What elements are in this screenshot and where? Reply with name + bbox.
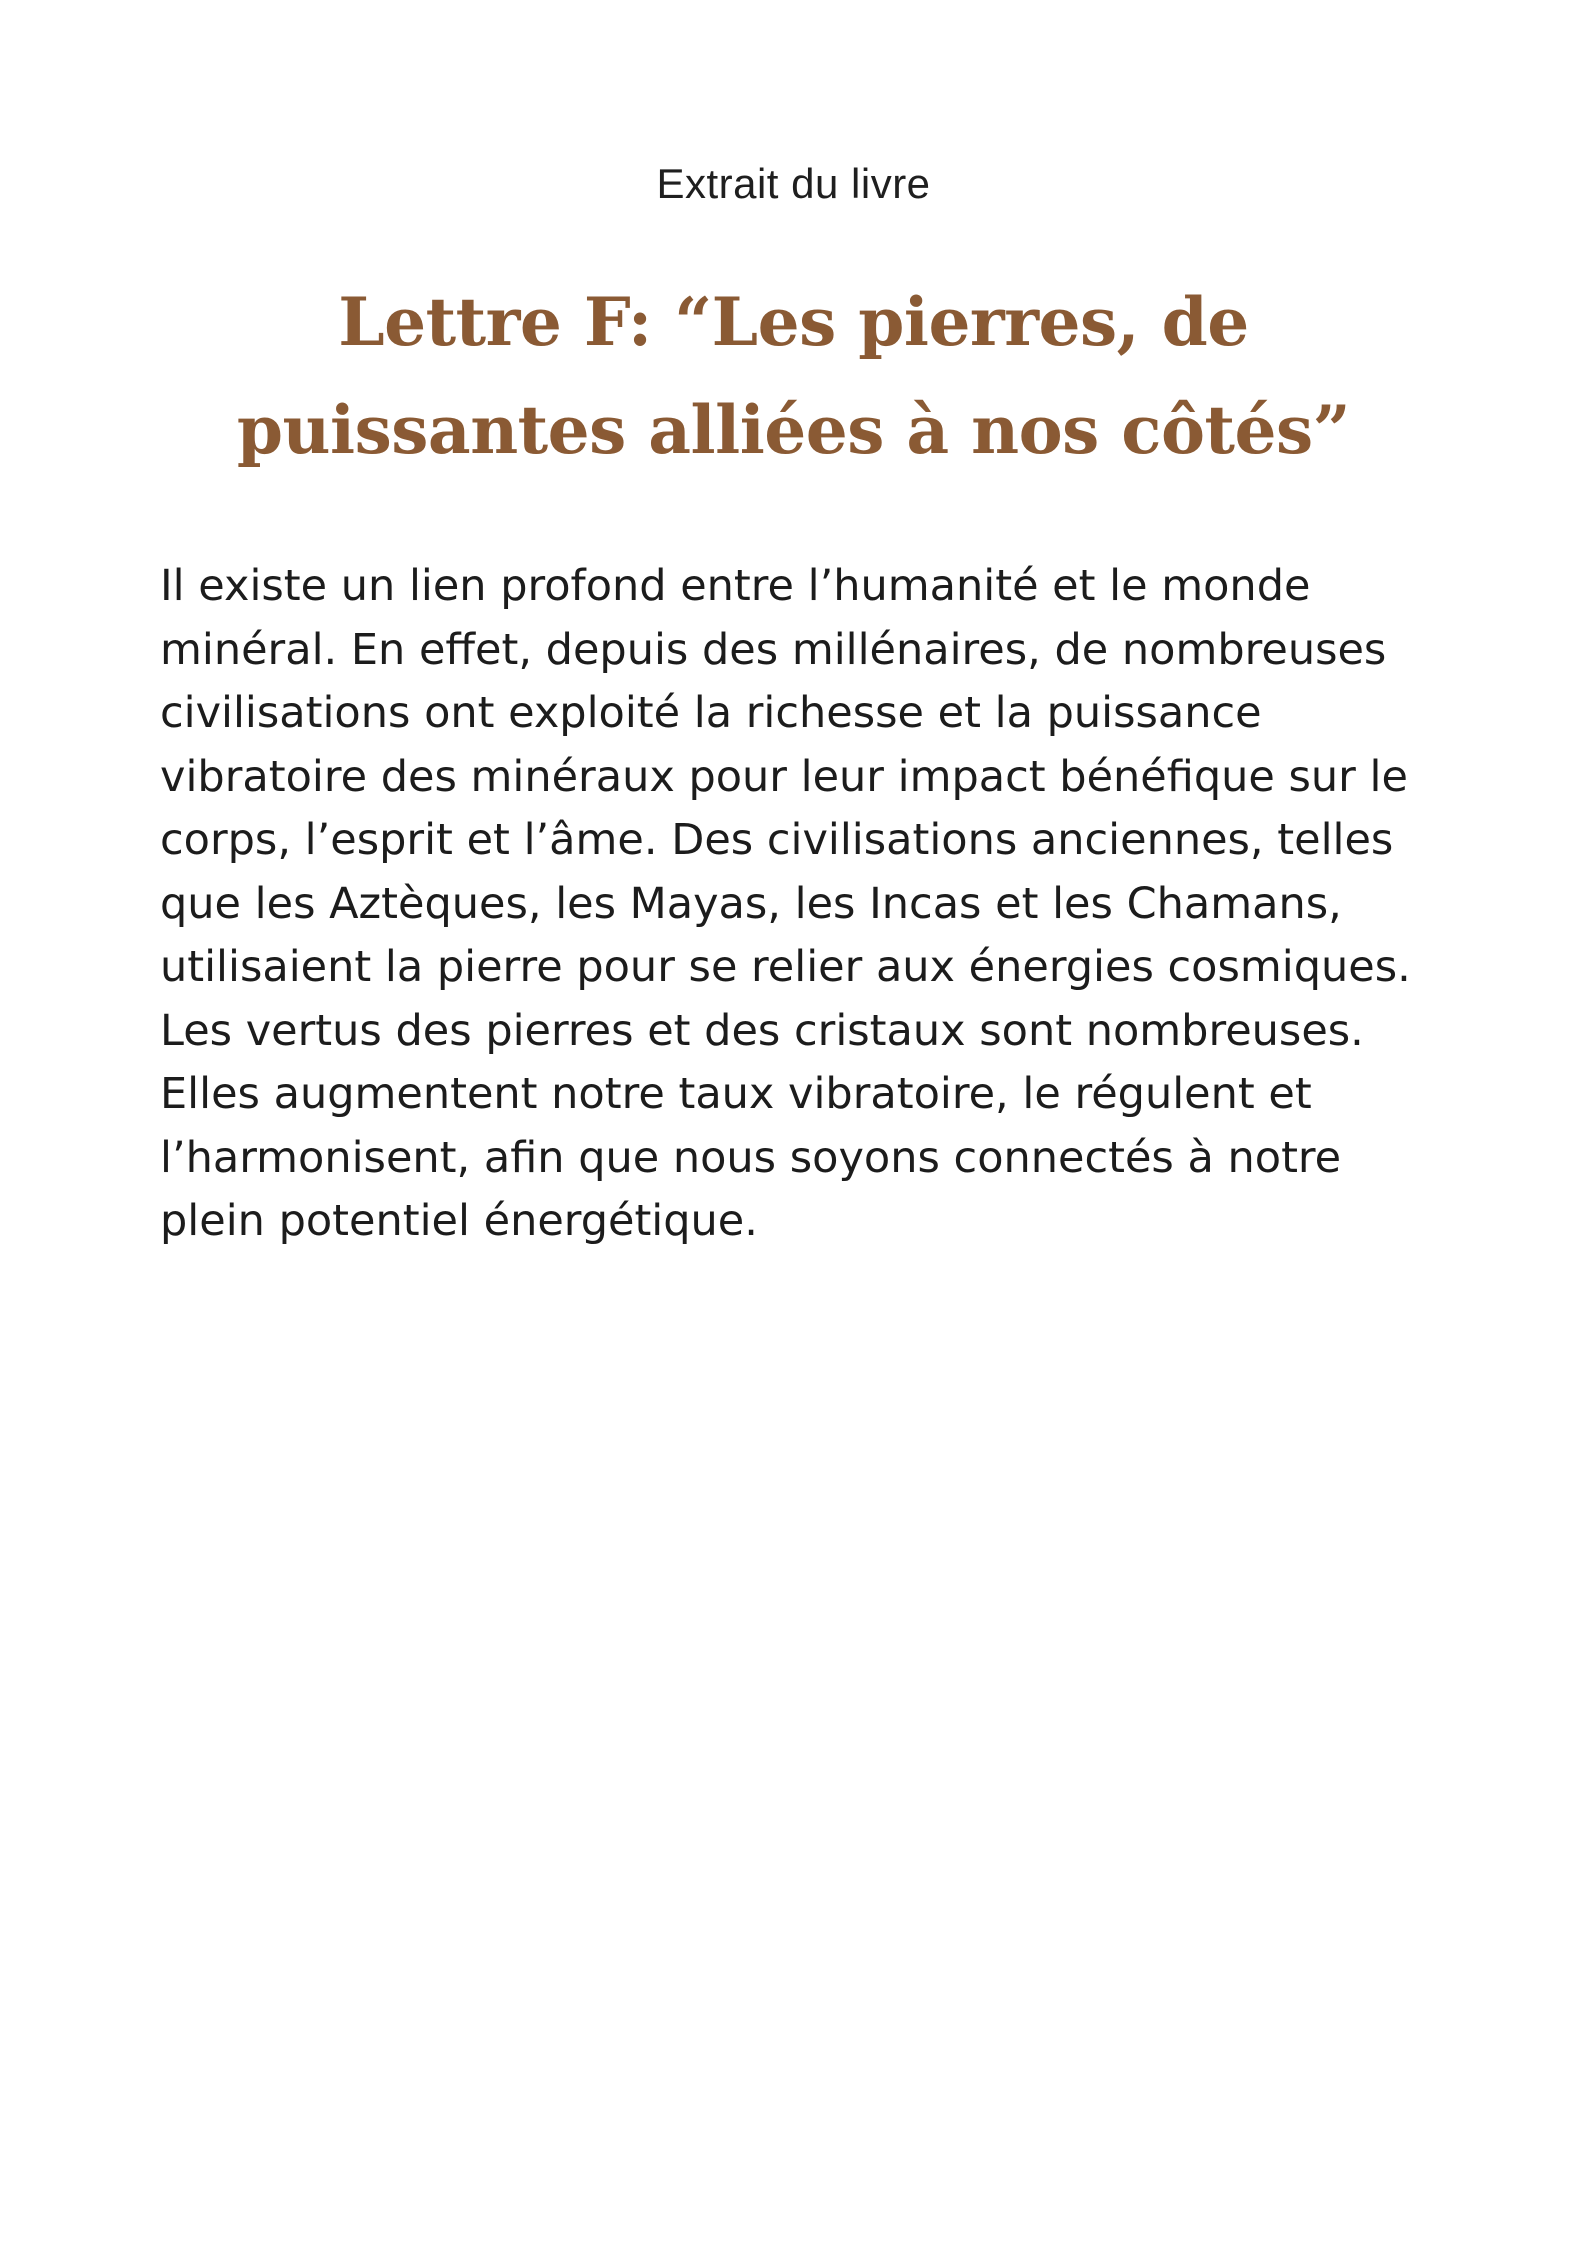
page-title: Lettre F: “Les pierres, de puissantes alliées à nos côtés” [236,283,1351,469]
paragraph-2: Les vertus des pierres et des cristaux sont nombreuses. Elles augmentent notre taux vibratoire, le régulent et l’harmonisent, afin que nous soyons connectés à notre plein potentiel énergétique. [160,1005,1364,1246]
paragraph-1: Il existe un lien profond entre l’humanité et le monde minéral. En effet, depuis des millénaires, de nombreuses civilisations ont exploité la richesse et la puissance vibratoire des minéraux pour leur impact bénéfique sur le corps, l’esprit et l’âme. Des civilisations anciennes, telles que les Aztèques, les Mayas, les Incas et les Chamans, utilisaient la pierre pour se relier aux énergies cosmiques. [160,561,1411,992]
book-excerpt-label: Extrait du livre [656,160,931,207]
body-text [160,555,1450,1254]
